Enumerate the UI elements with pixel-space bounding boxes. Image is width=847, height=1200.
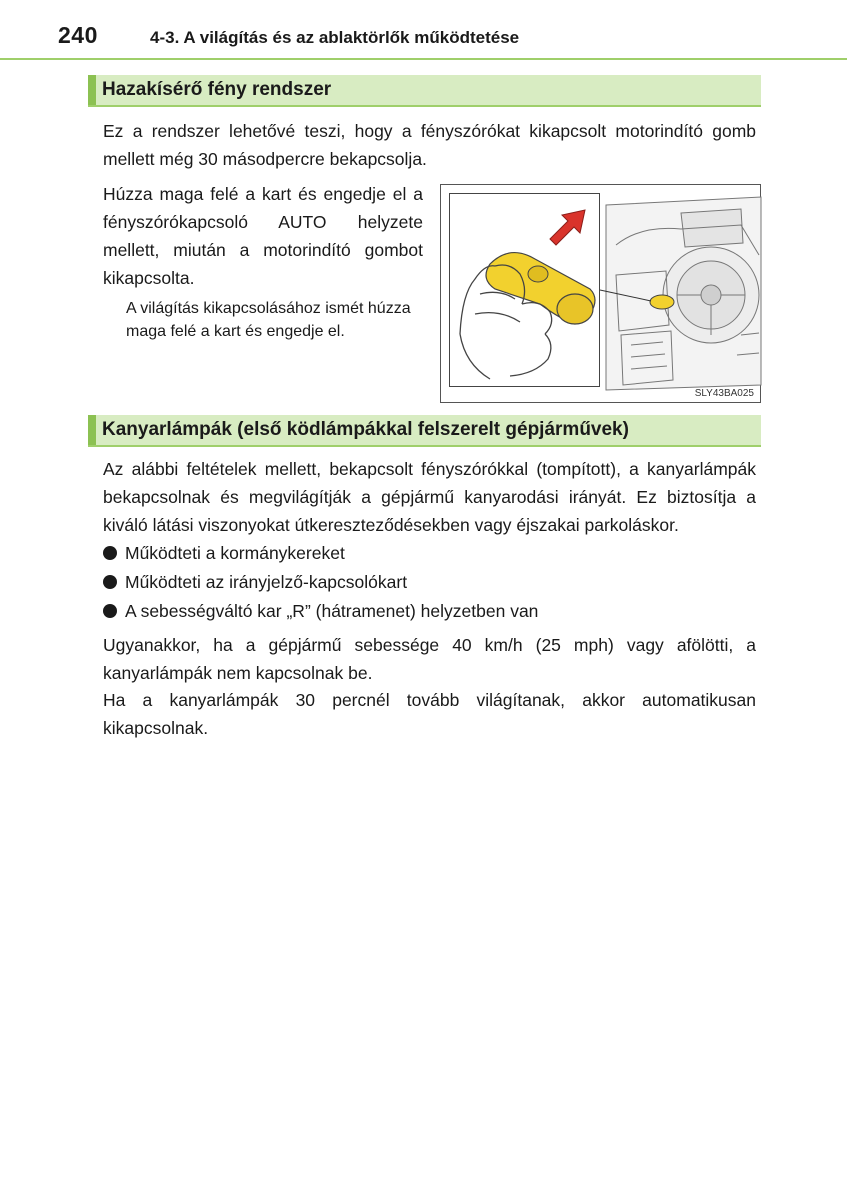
section-accent-bar [88, 415, 96, 445]
chapter-title: 4-3. A világítás és az ablaktörlők működtetése [150, 28, 520, 47]
page-number: 240 [58, 22, 98, 48]
list-item [103, 568, 756, 596]
section-heading-cornering-lights [88, 415, 761, 447]
section-title: Kanyarlámpák (első ködlámpákkal felszerelt gépjárművek) [102, 419, 629, 440]
page-header [58, 22, 778, 62]
bullet-icon [103, 604, 117, 618]
section2-intro: Az alábbi feltételek mellett, bekapcsolt fényszórókkal (tompított), a kanyarlámpák bekapcsolnak és megvilágítják a gépjármű kanyarodási irányát. Ez biztosítja a kiváló látási viszonyokat útkereszteződésekben vagy éjszakai parkoláskor. [103, 459, 756, 535]
hand-on-lever-drawing [450, 194, 600, 387]
section-heading-follow-me-home [88, 75, 761, 107]
illustration-code: SLY43BA025 [694, 388, 754, 399]
section-title: Hazakísérő fény rendszer [102, 79, 332, 100]
bullet-icon [103, 546, 117, 560]
section-accent-bar [88, 75, 96, 105]
lever-closeup-inset [449, 193, 600, 387]
bullet-text: A sebességváltó kar „R” (hátramenet) helyzetben van [125, 601, 539, 621]
section2-speed-note: Ugyanakkor, ha a gépjármű sebessége 40 km/h (25 mph) vagy afölötti, a kanyarlámpák nem kapcsolnak be. [103, 635, 756, 683]
list-item [103, 597, 756, 625]
bullet-text: Működteti az irányjelző-kapcsolókart [125, 572, 408, 592]
list-item [103, 539, 756, 567]
headlight-lever-illustration [440, 184, 761, 403]
header-rule [0, 58, 847, 60]
section1-intro: Ez a rendszer lehetővé teszi, hogy a fényszórókat kikapcsolt motorindító gomb mellett még 30 másodpercre bekapcsolja. [103, 121, 756, 169]
section1-instruction: Húzza maga felé a kart és engedje el a fényszórókapcsoló AUTO helyzete mellett, miután a motorindító gombot kikapcsolta. [103, 184, 423, 288]
section2-timeout-note: Ha a kanyarlámpák 30 percnél tovább világítanak, akkor automatikusan kikapcsolnak. [103, 690, 756, 738]
section1-note: A világítás kikapcsolásához ismét húzza maga felé a kart és engedje el. [126, 300, 411, 340]
bullet-icon [103, 575, 117, 589]
bullet-text: Működteti a kormánykereket [125, 543, 345, 563]
